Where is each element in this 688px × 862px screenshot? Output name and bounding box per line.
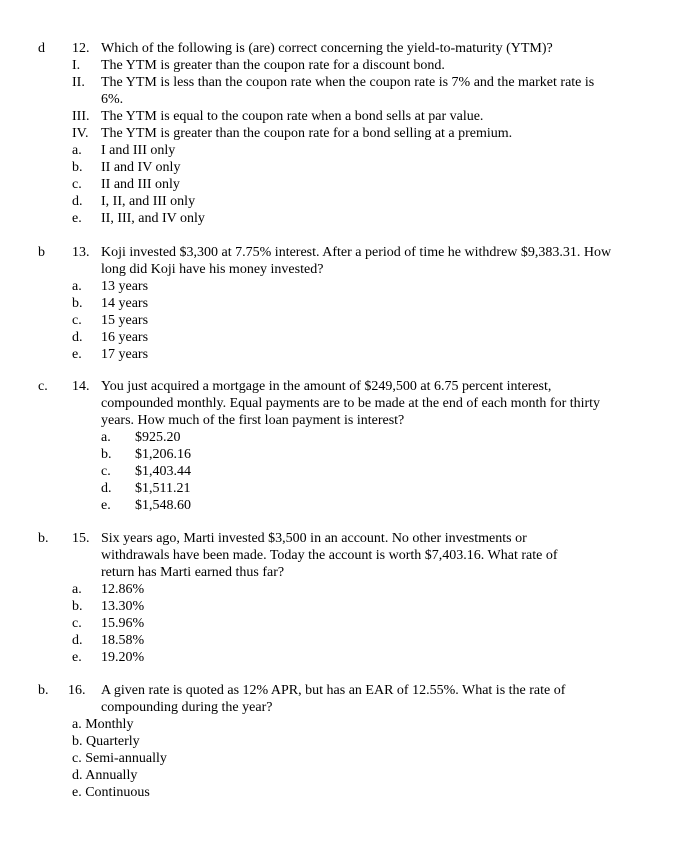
answer-key-15: b. <box>38 531 49 546</box>
option-label: a. <box>72 582 82 597</box>
question-number-14: 14. <box>72 379 90 394</box>
statement-text: The YTM is greater than the coupon rate for a discount bond. <box>101 58 445 73</box>
option-text: II and IV only <box>101 160 181 175</box>
question-number-12: 12. <box>72 41 90 56</box>
option-label: e. <box>101 498 111 513</box>
question-text-16: A given rate is quoted as 12% APR, but has an EAR of 12.55%. What is the rate of compounding during the year? <box>101 683 566 715</box>
option-label: a. <box>101 430 111 445</box>
option-label: e. <box>72 650 82 665</box>
option-label: c. <box>101 464 111 479</box>
option-label: a. <box>72 143 82 158</box>
statement-label: IV. <box>72 126 89 141</box>
statement-label: III. <box>72 109 90 124</box>
option-label: c. <box>72 177 82 192</box>
question-text-13: Koji invested $3,300 at 7.75% interest. After a period of time he withdrew $9,383.31. How long did Koji have his money invested? <box>101 245 612 277</box>
option-text: 13.30% <box>101 599 145 614</box>
answer-key-16: b. <box>38 683 49 698</box>
option-label: b. <box>72 599 83 614</box>
option-text: II and III only <box>101 177 180 192</box>
option-label: e. <box>72 785 82 800</box>
list-item <box>72 750 167 767</box>
option-text: Semi-annually <box>85 751 167 766</box>
option-label: e. <box>72 347 82 362</box>
option-text: I, II, and III only <box>101 194 196 209</box>
option-text: 12.86% <box>101 582 145 597</box>
option-label: b. <box>101 447 112 462</box>
option-text: 14 years <box>101 296 149 311</box>
option-text: 15 years <box>101 313 149 328</box>
option-label: d. <box>72 194 83 209</box>
option-label: b. <box>72 296 83 311</box>
option-label: e. <box>72 211 82 226</box>
question-number-13: 13. <box>72 245 90 260</box>
list-item <box>72 733 140 750</box>
question-number-15: 15. <box>72 531 90 546</box>
option-text: Quarterly <box>86 734 140 749</box>
option-text: Continuous <box>85 785 150 800</box>
option-label: a. <box>72 717 82 732</box>
option-label: b. <box>72 160 83 175</box>
option-label: c. <box>72 313 82 328</box>
option-label: d. <box>72 768 83 783</box>
option-text: 19.20% <box>101 650 145 665</box>
question-text-14: You just acquired a mortgage in the amount of $249,500 at 6.75 percent interest, compounded monthly. Equal payments are to be made at the end of each month for thirty years. How much of the first loan payment is interest? <box>101 379 601 428</box>
option-text: $925.20 <box>135 430 181 445</box>
option-label: c. <box>72 751 82 766</box>
answer-key-14: c. <box>38 379 48 394</box>
option-text: $1,403.44 <box>135 464 191 479</box>
option-label: a. <box>72 279 82 294</box>
question-text-12: Which of the following is (are) correct concerning the yield-to-maturity (YTM)? <box>101 41 553 56</box>
option-label: d. <box>101 481 112 496</box>
option-label: d. <box>72 330 83 345</box>
statement-text: The YTM is equal to the coupon rate when a bond sells at par value. <box>101 109 484 124</box>
option-text: $1,548.60 <box>135 498 191 513</box>
option-label: b. <box>72 734 83 749</box>
answer-key-12: d <box>38 41 45 56</box>
option-text: I and III only <box>101 143 176 158</box>
list-item <box>72 784 150 801</box>
option-label: c. <box>72 616 82 631</box>
option-text: $1,511.21 <box>135 481 191 496</box>
statement-label: I. <box>72 58 81 73</box>
option-text: Annually <box>85 768 138 783</box>
option-text: 13 years <box>101 279 149 294</box>
list-item <box>72 716 133 733</box>
option-text: 15.96% <box>101 616 145 631</box>
option-text: Monthly <box>85 717 134 732</box>
statement-text: The YTM is greater than the coupon rate for a bond selling at a premium. <box>101 126 513 141</box>
statement-text: The YTM is less than the coupon rate when the coupon rate is 7% and the market rate is 6%. <box>101 75 595 107</box>
option-text: $1,206.16 <box>135 447 191 462</box>
option-text: 18.58% <box>101 633 145 648</box>
option-label: d. <box>72 633 83 648</box>
answer-key-13: b <box>38 245 45 260</box>
option-text: 17 years <box>101 347 149 362</box>
question-number-16: 16. <box>68 683 86 698</box>
option-text: 16 years <box>101 330 149 345</box>
list-item <box>72 767 137 784</box>
statement-label: II. <box>72 75 85 90</box>
question-text-15: Six years ago, Marti invested $3,500 in an account. No other investments or withdrawals have been made. Today the account is worth $7,403.16. What rate of return has Marti earned thus far? <box>101 531 558 580</box>
option-text: II, III, and IV only <box>101 211 205 226</box>
